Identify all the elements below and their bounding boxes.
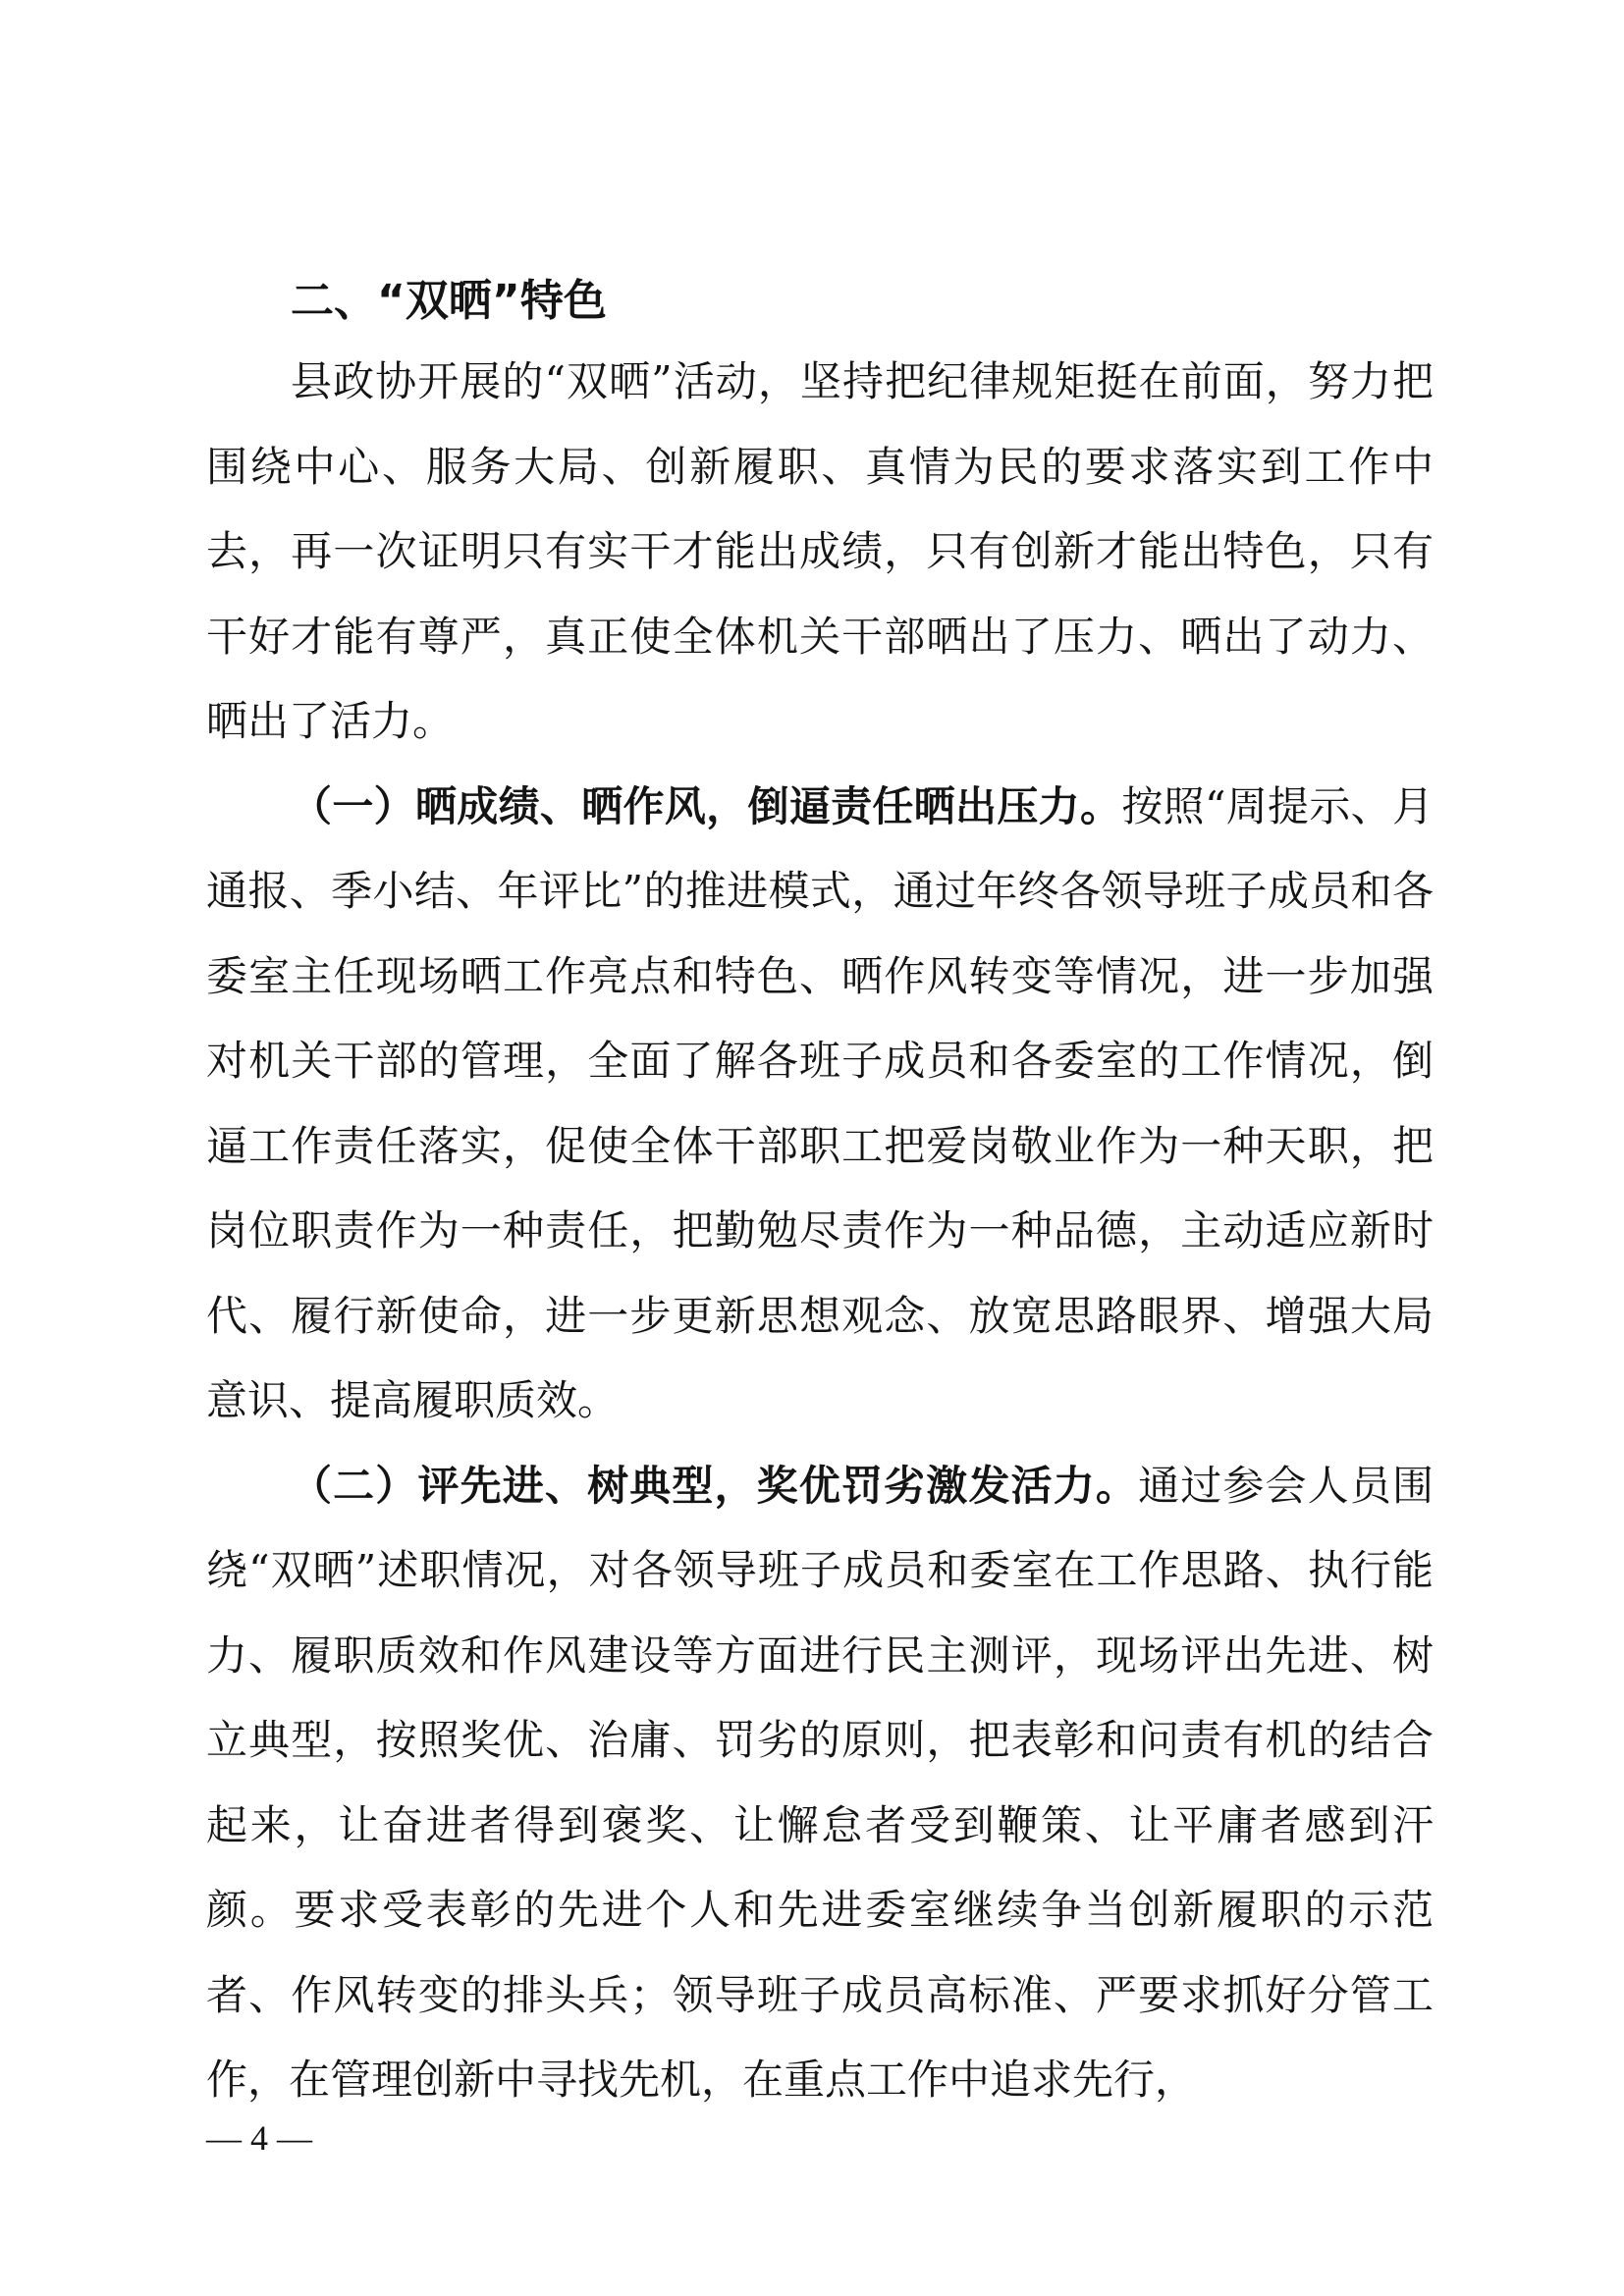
subsection-1-text: 按照“周提示、月通报、季小结、年评比”的推进模式，通过年终各领导班子成员和各委室主任现场晒工作亮点和特色、晒作风转变等情况，进一步加强对机关干部的管理，全面了解各班子成员和各委室的工作情况，倒逼工作责任落实，促使全体干部职工把爱岗敬业作为一种天职，把岗位职责作为一种责任，把勤勉尽责作为一种品德，主动适应新时代、履行新使命，进一步更新思想观念、放宽思路眼界、增强大局意识、提高履职质效。: [206, 781, 1434, 1424]
paragraph-subsection-2: [206, 1444, 1434, 2123]
subsection-1-lead: （一）晒成绩、晒作风，倒逼责任晒出压力。: [291, 781, 1122, 830]
paragraph-intro: [206, 340, 1434, 765]
page-content: [206, 263, 1434, 2123]
subsection-2-text: 通过参会人员围绕“双晒”述职情况，对各领导班子成员和委室在工作思路、执行能力、履职质效和作风建设等方面进行民主测评，现场评出先进、树立典型，按照奖优、治庸、罚劣的原则，把表彰和问责有机的结合起来，让奋进者得到褒奖、让懈怠者受到鞭策、让平庸者感到汗颜。要求受表彰的先进个人和先进委室继续争当创新履职的示范者、作风转变的排头兵；领导班子成员高标准、严要求抓好分管工作，在管理创新中寻找先机，在重点工作中追求先行，: [206, 1461, 1434, 2104]
paragraph-subsection-1: [206, 765, 1434, 1444]
section-heading: 二、“双晒”特色: [291, 276, 607, 326]
page-number: — 4 —: [206, 2118, 312, 2158]
subsection-2-lead: （二）评先进、树典型，奖优罚劣激发活力。: [291, 1461, 1139, 1510]
paragraph-intro-text: 县政协开展的“双晒”活动，坚持把纪律规矩挺在前面，努力把围绕中心、服务大局、创新履职、真情为民的要求落实到工作中去，再一次证明只有实干才能出成绩，只有创新才能出特色，只有干好才能有尊严，真正使全体机关干部晒出了压力、晒出了动力、晒出了活力。: [206, 357, 1434, 745]
